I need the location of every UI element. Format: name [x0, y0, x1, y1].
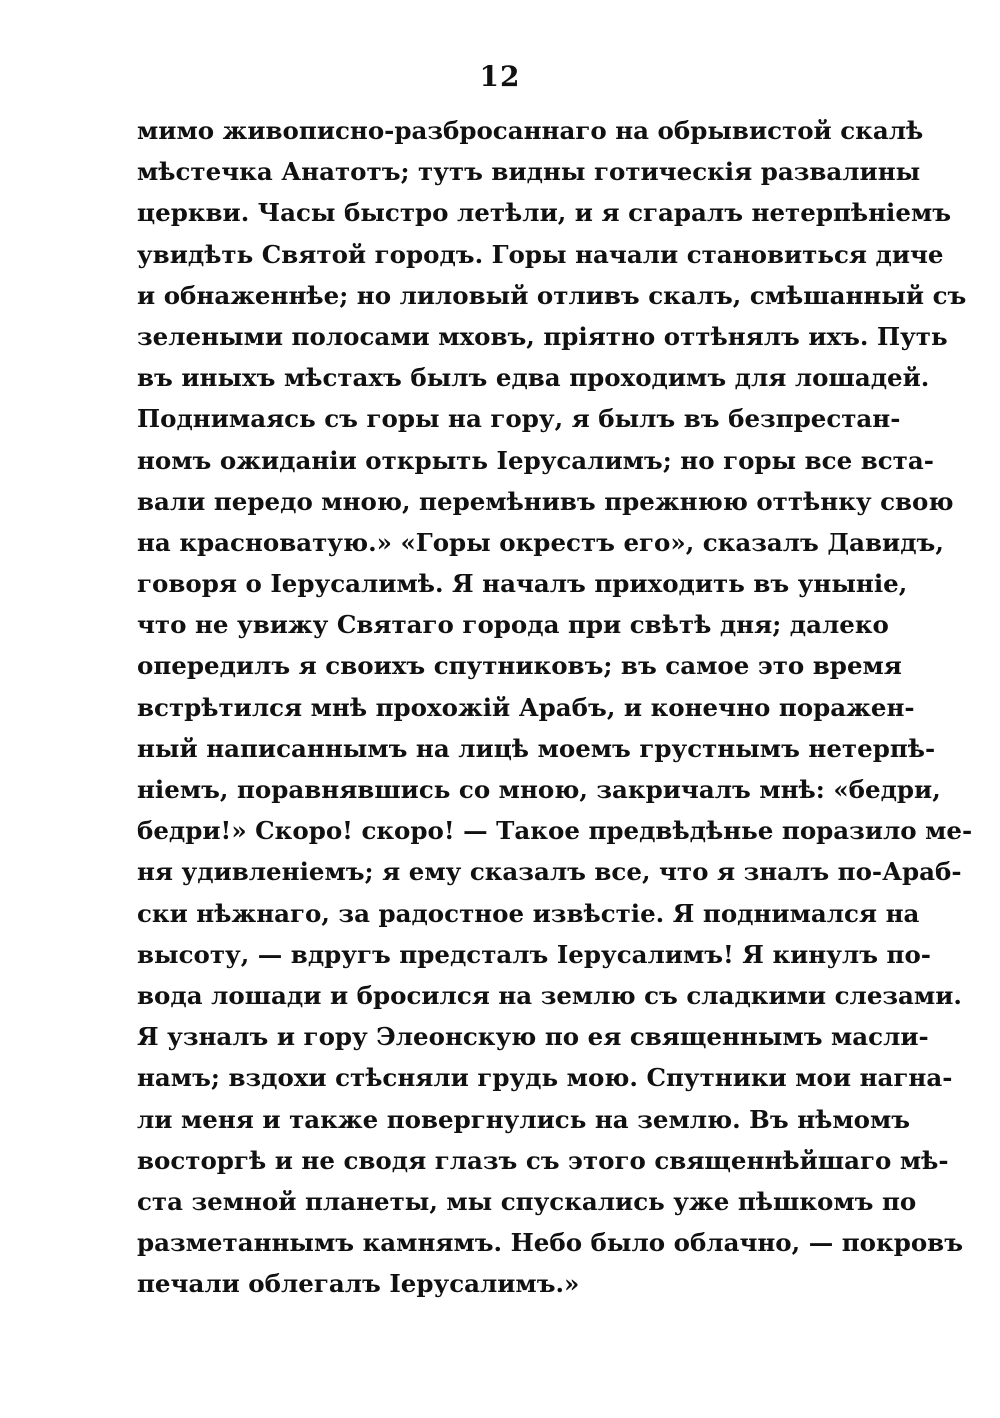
- text-line: разметаннымъ камнямъ. Небо было облачно, — покровъ: [137, 1228, 963, 1258]
- text-line: говоря о Іерусалимѣ. Я началъ приходить въ уныніе,: [137, 569, 908, 599]
- text-line: и обнаженнѣе; но лиловый отливъ скалъ, смѣшанный съ: [137, 280, 967, 310]
- text-line: номъ ожиданіи открыть Іерусалимъ; но горы все вста-: [137, 445, 934, 475]
- text-line: въ иныхъ мѣстахъ былъ едва проходимъ для лошадей.: [137, 363, 930, 393]
- text-line: вода лошади и бросился на землю съ сладкими слезами.: [137, 980, 962, 1010]
- text-line: восторгѣ и не сводя глазъ съ этого священнѣйшаго мѣ-: [137, 1145, 949, 1175]
- text-line: зелеными полосами мховъ, пріятно оттѣнялъ ихъ. Путь: [137, 321, 948, 351]
- page-number: 12: [479, 60, 521, 93]
- text-line: ски нѣжнаго, за радостное извѣстіе. Я поднимался на: [137, 898, 920, 928]
- text-line: Поднимаясь съ горы на гору, я былъ въ безпрестан-: [137, 404, 901, 434]
- text-line: ный написаннымъ на лицѣ моемъ грустнымъ нетерпѣ-: [137, 733, 936, 763]
- text-line: ніемъ, поравнявшись со мною, закричалъ мнѣ: «бедри,: [137, 775, 941, 804]
- text-line: опередилъ я своихъ спутниковъ; въ самое это время: [137, 651, 902, 681]
- text-line: что не увижу Святаго города при свѣтѣ дня; далеко: [137, 610, 889, 640]
- text-line: мимо живописно-разбросаннаго на обрывистой скалѣ: [137, 116, 924, 145]
- text-line: бедри!» Скоро! скоро! — Такое предвѣдѣнье поразило ме-: [137, 816, 973, 846]
- text-line: встрѣтился мнѣ прохожій Арабъ, и конечно поражен-: [137, 692, 915, 722]
- text-line-last: печали облегалъ Іерусалимъ.»: [137, 1269, 580, 1299]
- text-line: ста земной планеты, мы спускались уже пѣшкомъ по: [137, 1186, 917, 1216]
- text-line: ня удивленіемъ; я ему сказалъ все, что я зналъ по-Араб-: [137, 857, 962, 887]
- text-line: мѣстечка Анатотъ; тутъ видны готическія развалины: [137, 157, 921, 187]
- text-line: намъ; вздохи стѣсняли грудь мою. Спутники мои нагна-: [137, 1063, 953, 1093]
- text-line: церкви. Часы быстро летѣли, и я сгаралъ нетерпѣніемъ: [137, 198, 952, 228]
- text-line: на красноватую.» «Горы окрестъ его», сказалъ Давидъ,: [137, 527, 944, 557]
- body-text: [137, 110, 973, 1304]
- text-line: высоту, — вдругъ предсталъ Іерусалимъ! Я кинулъ по-: [137, 939, 931, 969]
- text-line: вали передо мною, перемѣнивъ прежнюю оттѣнку свою: [137, 486, 954, 516]
- text-line: ли меня и также повергнулись на землю. Въ нѣмомъ: [137, 1104, 911, 1134]
- text-line: Я узналъ и гору Элеонскую по ея священнымъ масли-: [137, 1022, 929, 1052]
- text-line: увидѣть Святой городъ. Горы начали становиться диче: [137, 239, 944, 269]
